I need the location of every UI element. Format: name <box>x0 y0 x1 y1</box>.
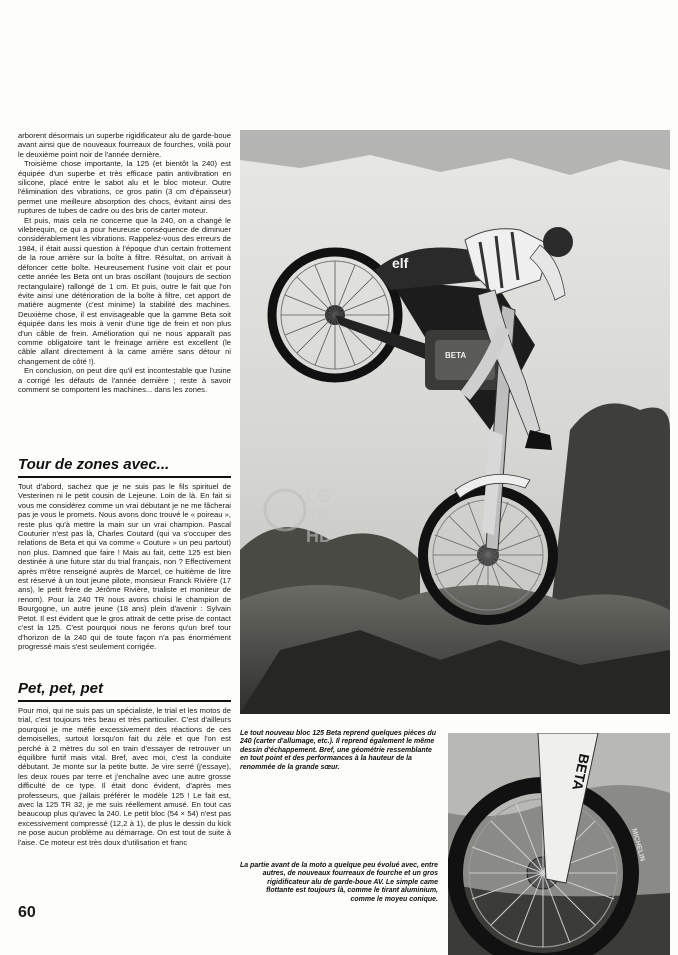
paragraph: Tout d'abord, sachez que je ne suis pas le fils spirituel de Vesterinen ni le petit cousin de Lejeune. Loin de là. En fait si vous me considérez comme un vrai débutant je ne me fâcherai pas je vous le promets. Nous avons donc trouvé le « poireau », reste plus qu'à mettre la main sur un vrai champion. Pascal Couturier n'est pas là, Charles Coutard (qui va s'occuper des relations de Beta et qui va comme « Couture » un peu partout) non plus. Damned que faire ! Mais au fait, cette 125 est bien destinée à une future star du trial français, non ? Effectivement après m'être renseigné auprès de Marcel, ce huitième de litre est réservé à un tout jeune pilote, monsieur Franck Rivière (17 ans), le petit frère de Jérôme Rivière, trialiste et moniteur de renom). Pour la 240 TR nous avons choisi le champion de Bourgogne, un autre jeune (18 ans) plein d'avenir : Sylvain Petot. Il est évident que le gros attrait de cette prise de contact c'est la 125. C'est pourquoi nous ne ferons qu'un bref tour d'horizon de la 240 qui de toute façon n'a pas énormément progressé mais s'est seulement corrigée. <box>18 482 231 651</box>
watermark-line-1: LG <box>306 486 331 506</box>
paragraph: Troisième chose importante, la 125 (et bientôt la 240) est équipée d'un superbe et très efficace patin antivibration en silicone, placé entre le sabot alu et le bloc moteur. Outre l'élimination des vibrations, ce gros patin (3 cm d'épaisseur) permet une meilleure absorption des chocs, évitant ainsi des ruptures de tubes de cadre ou des bris de carter moteur. <box>18 159 231 216</box>
paragraph: Pour moi, qui ne suis pas un spécialiste, le trial et les motos de trial, c'est toujours très beau et très particulier. C'est d'ailleurs pourquoi je me méfie excessivement des réactions de ces demoiselles, surtout lorsqu'on fait du zèle et que l'on est perché à 2 mètres du sol en train d'essayer de retrouver un équilibre furtif mais vital. Bref, avec moi, c'est la conduite débutant. Je monte sur la petite butte. Je vire serré (j'essaye), les deux roues par terre et j'enchaîne avec une autre grosse difficulté de ce type. Il était donc évident, d'après mes professeurs, que j'allais préférer le modèle 125 ! Le fait est, avec la 125 TR 32, je me suis réellement amusé. En tout cas beaucoup plus qu'avec la 240. Le petit bloc (54 × 54) n'est pas excessivement compressé (12,2 à 1), de plus le dessin du kick ne pose aucun problème au démarrage. On est tout de suite à l'aise. Ce moteur est très doux d'utilisation et franc <box>18 706 231 847</box>
paragraph: arborent désormais un superbe rigidificateur alu de garde-boue avant ainsi que de nouveaux fourreaux de fourches, voilà pour le deuxième point noir de l'année dernière. <box>18 131 231 159</box>
intro-text <box>18 131 231 394</box>
engine-brand-label: BETA <box>445 351 467 360</box>
section2-text <box>18 706 231 847</box>
caption-front: La partie avant de la moto a quelque peu évolué avec, entre autres, de nouveaux fourreaux de fourche et un gros rigidificateur alu de garde-boue AV. Le simple came flottante est toujours là, comme le tirant aluminium, comme le moyeu conique. <box>240 862 439 903</box>
watermark-line-3: HD <box>306 526 332 546</box>
tire-brand-label: MICHELIN <box>630 827 646 863</box>
paragraph: Et puis, mais cela ne concerne que la 240, on a changé le vilebrequin, ce qui a pour heureuse conséquence de diminuer considérablement les vibrations. Rappelez-vous des erreurs de 1984, il était aussi question à l'époque d'un certain frottement de la roue arrière sur la boîte à filtre. Résultat, on arrivait à défoncer cette boîte. Heureusement l'usine voit clair et pour cette année les Beta ont un bras oscillant (toujours de section rectangulaire) rallongé de 1 cm. Et puis, outre le fait que l'on évite ainsi une détérioration de la boîte à filtre, cet apport de matière augmente (c'est minime) la stabilité des machines. Deuxième chose, il est envisageable que la gamme Beta soit équipée dans les mois à venir d'une tige de frein et non plus d'un câble de frein. Amélioration qui ne nous apparaît pas comme obligatoire tant le freinage arrière est excellent (le câble allant directement à la came arrière sans détour ni changement de côté !). <box>18 215 231 366</box>
heading-rule <box>18 476 231 478</box>
section1-text <box>18 482 231 651</box>
caption-engine: Le tout nouveau bloc 125 Beta reprend quelques pièces du 240 (carter d'allumage, etc.). Il reprend également le même dessin d'échappement. Bref, une géométrie ressemblante en tout point et des performances à la hauteur de la renommée de la grande sœur. <box>240 730 437 771</box>
tank-brand-label: elf <box>392 255 409 271</box>
section-heading-pet-pet-pet: Pet, pet, pet <box>18 680 104 697</box>
main-photo-rider <box>240 130 670 714</box>
paragraph: En conclusion, on peut dire qu'il est incontestable que l'usine a corrigé les défauts de l'année dernière ; reste à savoir comment se comportent les machines... dans les zones. <box>18 366 231 394</box>
section-heading-tour-de-zones: Tour de zones avec... <box>18 456 170 473</box>
watermark-line-2: JP <box>306 506 329 526</box>
front-wheel-photo <box>448 733 670 955</box>
front-wheel-closeup <box>448 733 670 955</box>
page-number: 60 <box>18 904 36 921</box>
rider-motorcycle-illustration <box>240 130 670 714</box>
fork-brand-label: BETA <box>569 752 593 792</box>
heading-rule <box>18 700 231 702</box>
